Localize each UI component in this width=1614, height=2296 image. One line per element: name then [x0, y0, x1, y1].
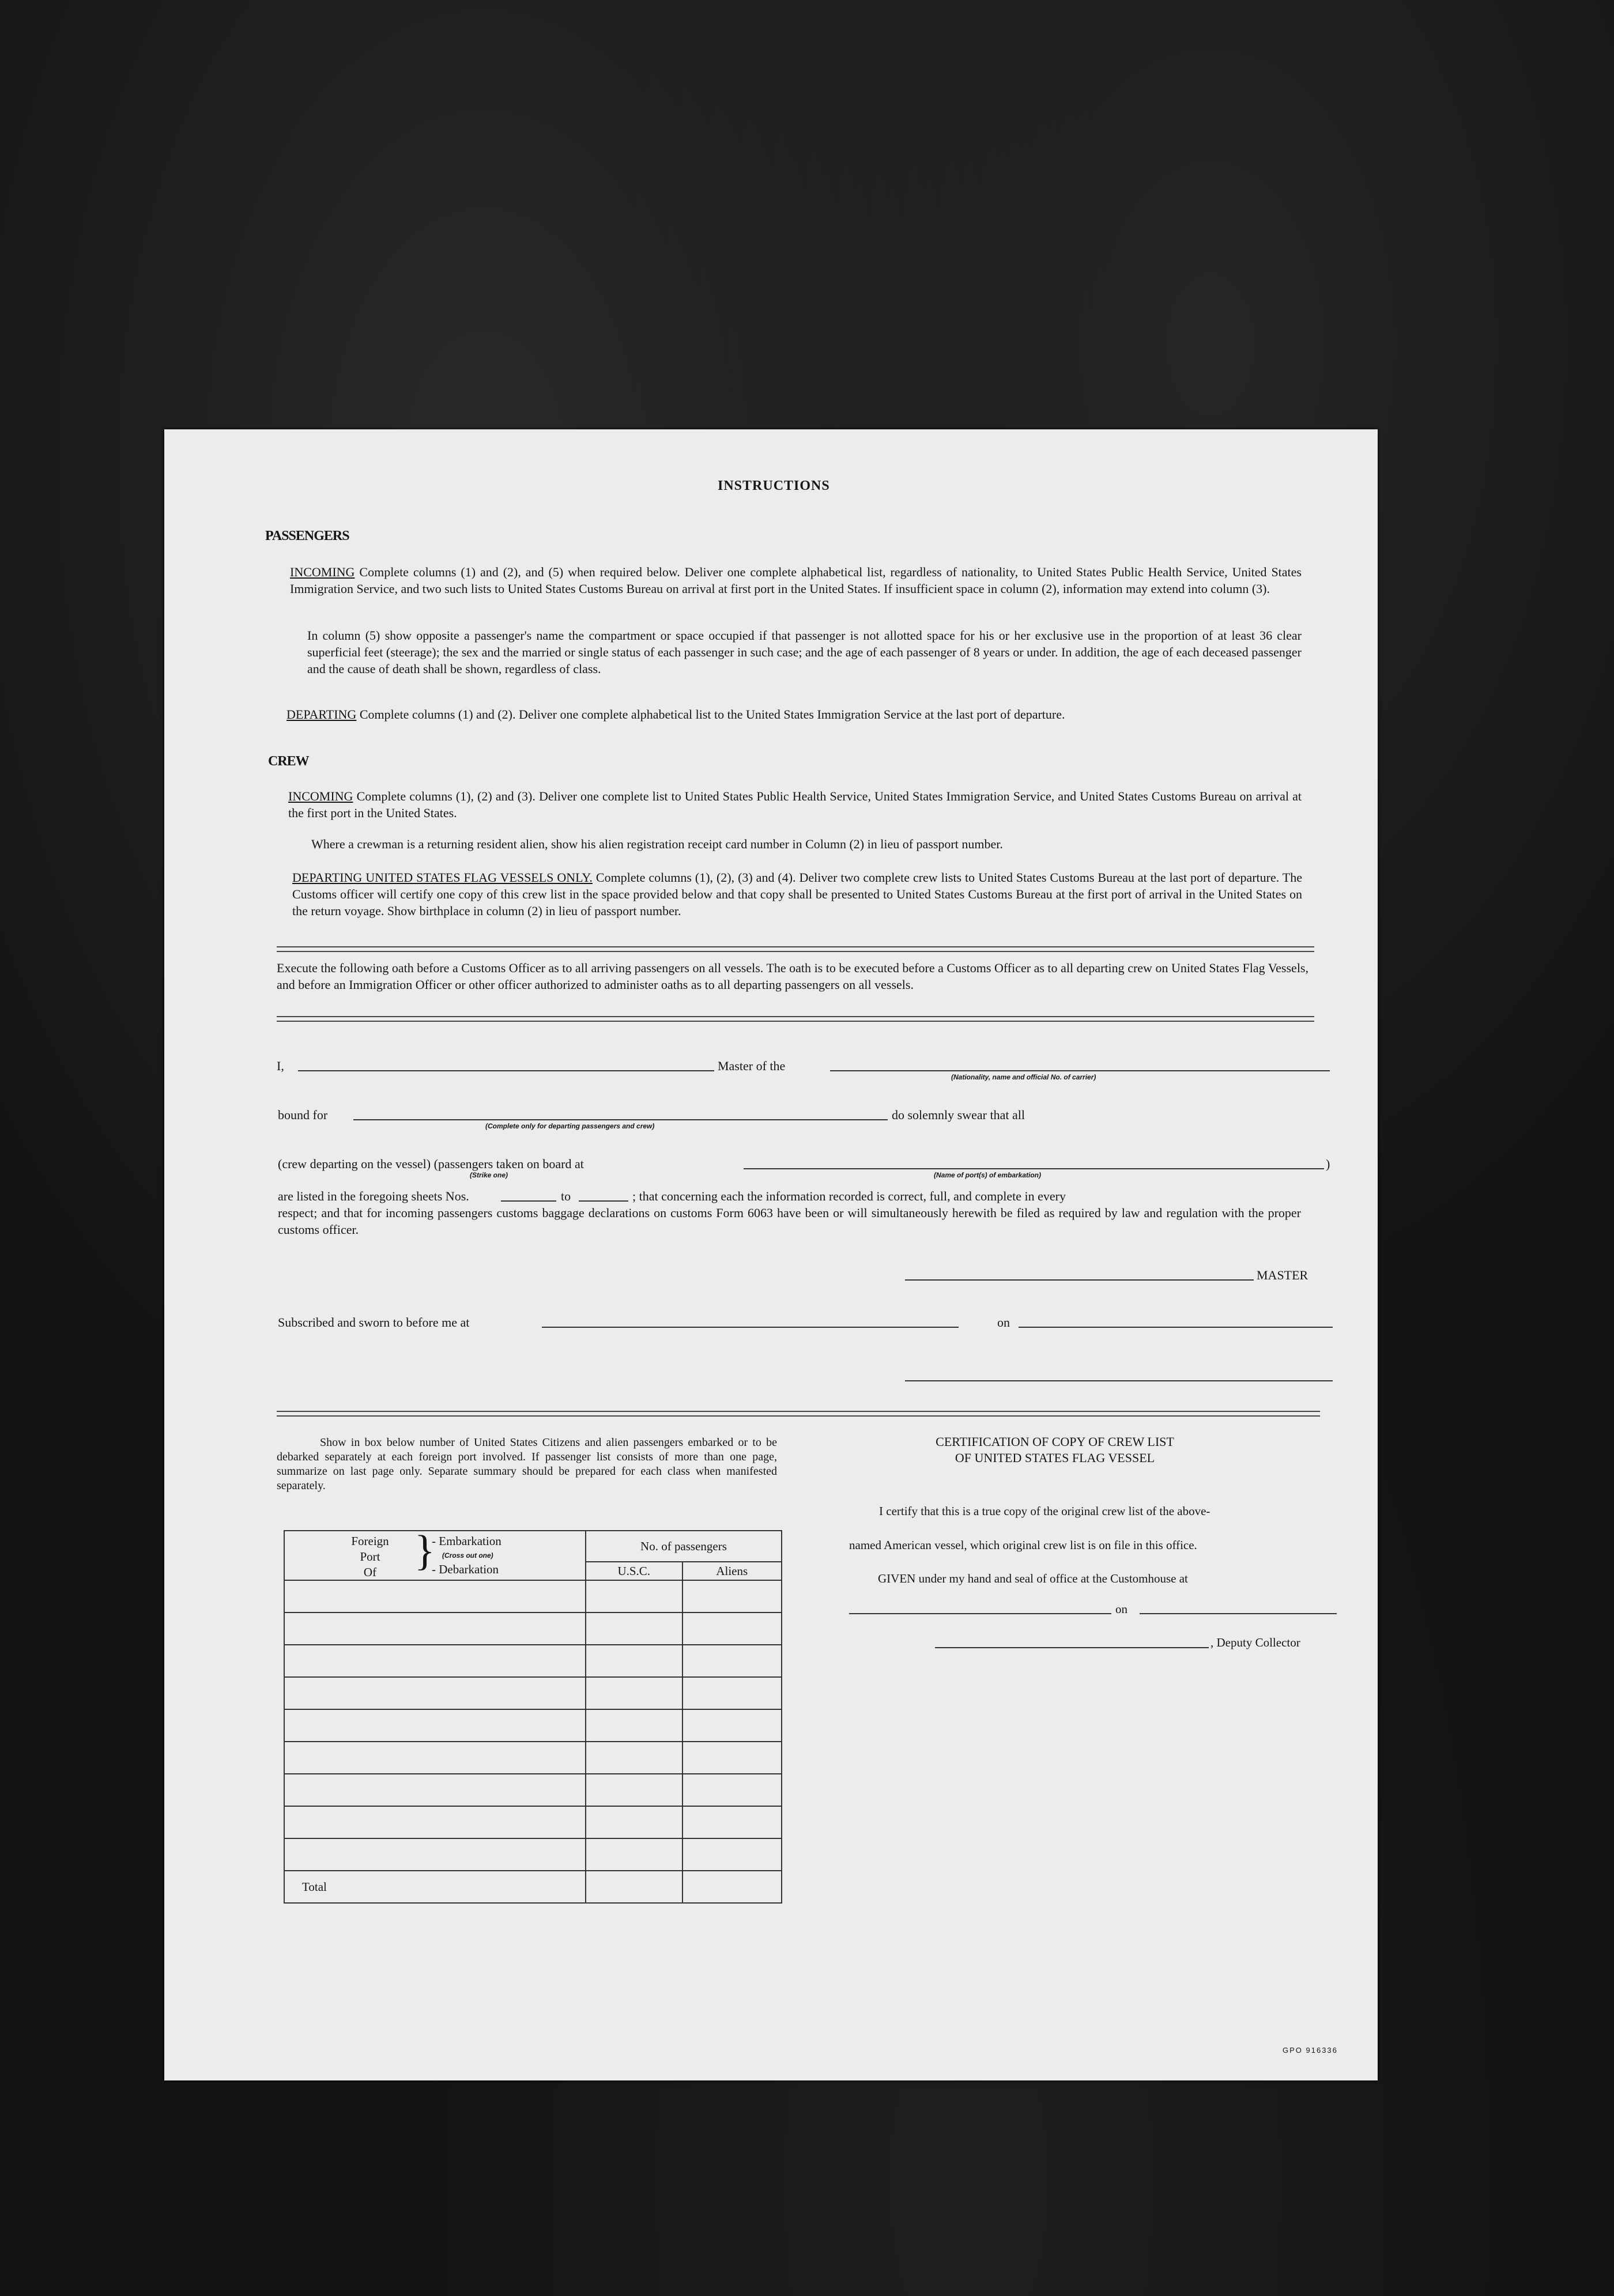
table-row: [284, 1774, 782, 1806]
table-row: [284, 1742, 782, 1774]
usc-cell[interactable]: [586, 1806, 682, 1838]
port-summary-table: [284, 1527, 782, 1904]
flag-vessels-paragraph: [292, 869, 1302, 919]
oath-intro: Execute the following oath before a Customs Officer as to all arriving passengers on all vessels. The oath is to be executed before a Customs Officer as to all departing crew on United States Flag Vessels, and before an Immigration Officer or other officer authorized to administer oaths as to all departing passengers on all vessels.: [277, 961, 1308, 992]
brace-symbol: }: [414, 1527, 435, 1574]
aliens-cell[interactable]: [682, 1580, 782, 1613]
table-row: [284, 1806, 782, 1838]
aliens-cell[interactable]: [682, 1806, 782, 1838]
incoming-text: Complete columns (1) and (2), and (5) when required below. Deliver one complete alphabetical list, regardless of nationality, to United States Public Health Service, United States Immigration Service, and two such lists to United States Customs Bureau on arrival at first port in the United States. If insufficient space in column (2), information may extend into column (3).: [290, 565, 1302, 596]
summary-instructions: Show in box below number of United States Citizens and alien passengers embarked or to be debarked separately at each foreign port involved. If passenger list consists of more than one page, summarize on last page only. Separate summary should be prepared for each class when manifested separately.: [277, 1436, 777, 1492]
bound-for-label: bound for: [278, 1108, 328, 1122]
usc-cell[interactable]: [586, 1774, 682, 1806]
aliens-cell[interactable]: [682, 1645, 782, 1677]
port-cell[interactable]: [284, 1838, 586, 1871]
port-cell[interactable]: [284, 1677, 586, 1709]
document-page: [164, 429, 1378, 2080]
listed-correct-label: ; that concerning each the information recorded is correct, full, and complete in every: [632, 1189, 1066, 1203]
officer-signature-field[interactable]: [905, 1380, 1333, 1381]
sworn-on-label: on: [997, 1315, 1010, 1330]
divider: [277, 946, 1314, 952]
aliens-cell[interactable]: [682, 1677, 782, 1709]
total-row: [284, 1871, 782, 1903]
total-usc-cell[interactable]: [586, 1871, 682, 1903]
table-row: [284, 1709, 782, 1742]
usc-cell[interactable]: [586, 1677, 682, 1709]
master-name-field[interactable]: [298, 1070, 714, 1071]
passengers-departing-paragraph: [286, 706, 1301, 723]
embarkation-ports-field[interactable]: [744, 1168, 1324, 1169]
usc-header: U.S.C.: [586, 1562, 682, 1580]
strike-one-caption: (Strike one): [470, 1171, 508, 1179]
usc-cell[interactable]: [586, 1742, 682, 1774]
master-label: MASTER: [1257, 1268, 1308, 1282]
usc-cell[interactable]: [586, 1580, 682, 1613]
flag-vessels-text: Complete columns (1), (2), (3) and (4). Deliver two complete crew lists to United States Customs Bureau at the last port of departure. The Customs officer will certify one copy of this crew list in the space provided below and that copy shall be presented to United States Customs Bureau at the first port of arrival in the United States on the return voyage. Show birthplace in column (2) in lieu of passport number.: [292, 870, 1303, 918]
subscribed-label: Subscribed and sworn to before me at: [278, 1315, 470, 1330]
certification-title: [853, 1434, 1257, 1466]
port-cell[interactable]: [284, 1806, 586, 1838]
usc-cell[interactable]: [586, 1838, 682, 1871]
usc-cell[interactable]: [586, 1613, 682, 1645]
header-embarkation: - Embarkation: [432, 1534, 501, 1548]
port-cell[interactable]: [284, 1774, 586, 1806]
usc-cell[interactable]: [586, 1645, 682, 1677]
port-cell[interactable]: [284, 1613, 586, 1645]
crewman-paragraph: Where a crewman is a returning resident alien, show his alien registration receipt card number in Column (2) in lieu of passport number.: [311, 837, 1003, 851]
header-cross-out: (Cross out one): [442, 1551, 493, 1559]
header-debarkation: - Debarkation: [432, 1562, 499, 1576]
aliens-header: Aliens: [682, 1562, 782, 1580]
total-label: Total: [284, 1871, 586, 1903]
passengers-heading: PASSENGERS: [265, 528, 349, 543]
table-row: [284, 1580, 782, 1613]
passengers-incoming-paragraph: [290, 564, 1302, 597]
port-cell[interactable]: [284, 1742, 586, 1774]
carrier-field[interactable]: [830, 1070, 1330, 1071]
header-foreign: Foreign: [351, 1534, 389, 1548]
table-row: [284, 1838, 782, 1871]
incoming-label: INCOMING: [290, 565, 355, 579]
departing-text: Complete columns (1) and (2). Deliver one complete alphabetical list to the United States Immigration Service at the last port of departure.: [359, 707, 1065, 722]
respect-paragraph: respect; and that for incoming passengers customs baggage declarations on customs Form 6063 have been or will simultaneously herewith be filed as required by law and regulation with the proper customs officer.: [278, 1206, 1301, 1237]
port-cell[interactable]: [284, 1645, 586, 1677]
foreign-port-header: [284, 1527, 586, 1580]
usc-cell[interactable]: [586, 1709, 682, 1742]
cert-on-label: on: [1115, 1602, 1127, 1616]
certification-title-line2: OF UNITED STATES FLAG VESSEL: [955, 1451, 1155, 1465]
close-paren: ): [1326, 1157, 1330, 1171]
crew-incoming-paragraph: [288, 788, 1302, 821]
listed-sheets-label: are listed in the foregoing sheets Nos.: [278, 1189, 469, 1203]
oath-i-label: I,: [277, 1059, 284, 1073]
table-row: [284, 1613, 782, 1645]
departing-label: DEPARTING: [286, 707, 357, 722]
header-of: Of: [363, 1565, 377, 1579]
sheet-to-field[interactable]: [579, 1200, 628, 1202]
cert-date-field[interactable]: [1140, 1613, 1337, 1614]
aliens-cell[interactable]: [682, 1742, 782, 1774]
divider: [277, 1411, 1320, 1417]
header-port: Port: [360, 1550, 380, 1564]
divider: [277, 1016, 1314, 1022]
crew-passengers-label: (crew departing on the vessel) (passengers taken on board at: [278, 1157, 584, 1171]
no-passengers-header: No. of passengers: [586, 1531, 782, 1562]
sworn-date-field[interactable]: [1019, 1327, 1333, 1328]
crew-heading: CREW: [268, 754, 309, 769]
named-vessel-text: named American vessel, which original crew list is on file in this office.: [849, 1538, 1197, 1552]
aliens-cell[interactable]: [682, 1709, 782, 1742]
nationality-caption: (Nationality, name and official No. of carrier): [951, 1073, 1096, 1081]
deputy-signature-field[interactable]: [935, 1647, 1209, 1648]
aliens-cell[interactable]: [682, 1838, 782, 1871]
ports-caption: (Name of port(s) of embarkation): [934, 1171, 1042, 1179]
flag-vessels-label: DEPARTING UNITED STATES FLAG VESSELS ONLY.: [292, 870, 593, 885]
certification-title-line1: CERTIFICATION OF COPY OF CREW LIST: [936, 1434, 1174, 1449]
table-row: [284, 1677, 782, 1709]
aliens-cell[interactable]: [682, 1774, 782, 1806]
gpo-code: GPO 916336: [1283, 2046, 1338, 2055]
bound-for-field[interactable]: [353, 1119, 888, 1120]
solemnly-swear-label: do solemnly swear that all: [892, 1108, 1025, 1122]
master-of-label: Master of the: [718, 1059, 786, 1073]
sheet-from-field[interactable]: [501, 1200, 556, 1202]
instructions-title: INSTRUCTIONS: [718, 478, 830, 493]
aliens-cell[interactable]: [682, 1613, 782, 1645]
total-aliens-cell[interactable]: [682, 1871, 782, 1903]
crew-incoming-text: Complete columns (1), (2) and (3). Deliver one complete list to United States Public Health Service, United States Immigration Service, and United States Customs Bureau on arrival at the first port in the United States.: [288, 789, 1302, 820]
listed-to-label: to: [561, 1189, 571, 1203]
customhouse-field[interactable]: [849, 1613, 1111, 1614]
master-signature-field[interactable]: [905, 1279, 1254, 1281]
crew-incoming-label: INCOMING: [288, 789, 353, 803]
complete-only-caption: (Complete only for departing passengers and crew): [485, 1122, 655, 1130]
port-cell[interactable]: [284, 1580, 586, 1613]
port-cell[interactable]: [284, 1709, 586, 1742]
sworn-place-field[interactable]: [542, 1327, 959, 1328]
given-text: GIVEN under my hand and seal of office at the Customhouse at: [878, 1572, 1188, 1585]
column5-paragraph: In column (5) show opposite a passenger's name the compartment or space occupied if that passenger is not allotted space for his or her exclusive use in the proportion of at least 36 clear superficial feet (steerage); the sex and the married or single status of each passenger in such case; and the age of each passenger of 8 years or under. In addition, the age of each deceased passenger and the cause of death shall be shown, regardless of class.: [307, 628, 1302, 676]
certify-text: I certify that this is a true copy of the original crew list of the above-: [879, 1504, 1210, 1518]
table-row: [284, 1645, 782, 1677]
deputy-collector-label: , Deputy Collector: [1210, 1636, 1300, 1649]
